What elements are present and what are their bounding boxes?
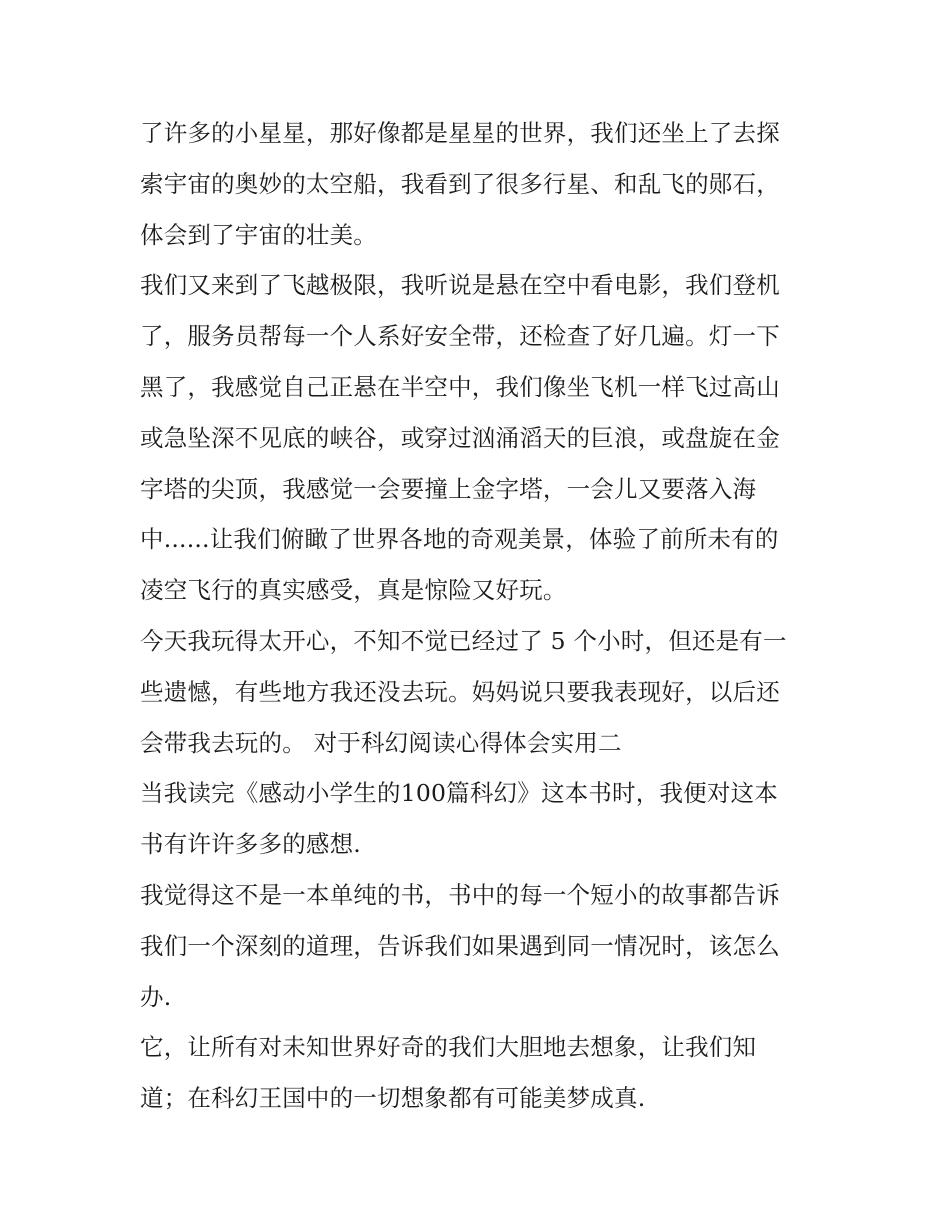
- text-line: 当我读完《感动小学生的100篇科幻》这本书时，我便对这本: [140, 779, 778, 808]
- text-line: 些遗憾，有些地方我还没去玩。妈妈说只要我表现好，以后还: [140, 677, 780, 706]
- text-line: 凌空飞行的真实感受，真是惊险又好玩。: [140, 576, 567, 605]
- text-line: 书有许许多多的感想.: [140, 830, 361, 859]
- text-line: 我觉得这不是一本单纯的书，书中的每一个短小的故事都告诉: [140, 880, 780, 909]
- text-line: 了，服务员帮每一个人系好安全带，还检查了好几遍。灯一下: [140, 322, 780, 351]
- text-line: 体会到了宇宙的壮美。: [140, 220, 377, 249]
- text-line: 会带我去玩的。 对于科幻阅读心得体会实用二: [140, 728, 622, 757]
- text-line: 办.: [140, 982, 172, 1011]
- text-line: 或急坠深不见底的峡谷，或穿过汹涌滔天的巨浪，或盘旋在金: [140, 423, 780, 452]
- text-line: 它，让所有对未知世界好奇的我们大胆地去想象，让我们知: [140, 1033, 757, 1062]
- text-line: 了许多的小星星，那好像都是星星的世界，我们还坐上了去探: [140, 119, 780, 147]
- text-line: 黑了，我感觉自己正悬在半空中，我们像坐飞机一样飞过高山: [140, 372, 780, 401]
- text-line: 我们又来到了飞越极限，我听说是悬在空中看电影，我们登机: [140, 271, 780, 300]
- text-line: 中......让我们俯瞰了世界各地的奇观美景，体验了前所未有的: [140, 525, 779, 554]
- text-line: 我们一个深刻的道理，告诉我们如果遇到同一情况时，该怎么: [140, 931, 780, 960]
- text-line: 索宇宙的奥妙的太空船，我看到了很多行星、和乱飞的郧石，: [140, 169, 780, 198]
- text-line: 字塔的尖顶，我感觉一会要撞上金字塔，一会儿又要落入海: [140, 474, 757, 503]
- text-line: 道；在科幻王国中的一切想象都有可能美梦成真.: [140, 1084, 646, 1113]
- text-line: 今天我玩得太开心，不知不觉已经过了 5 个小时，但还是有一: [140, 626, 787, 655]
- document-body: [140, 108, 820, 1124]
